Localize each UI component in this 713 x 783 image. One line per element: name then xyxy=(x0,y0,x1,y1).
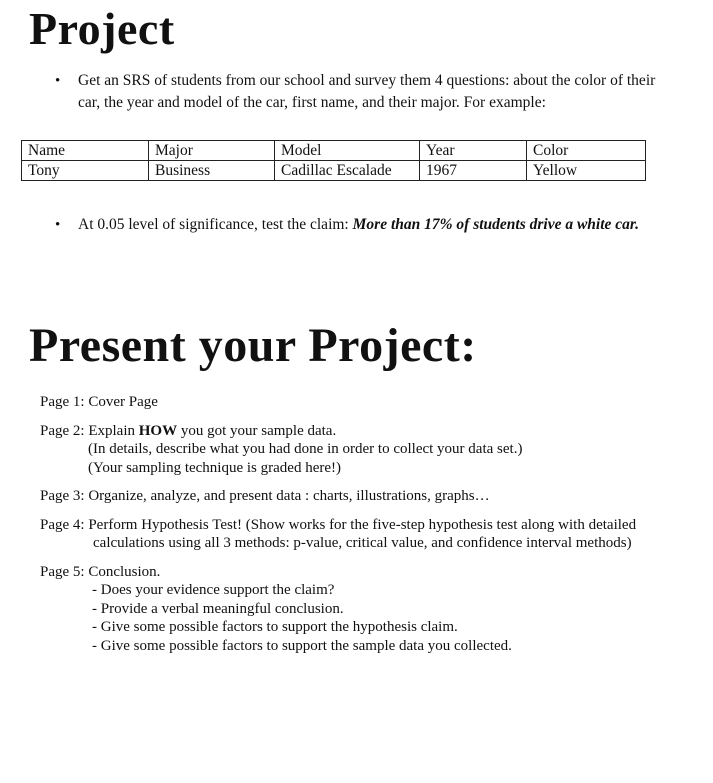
list-item: - Does your evidence support the claim? xyxy=(92,582,335,598)
page-item-2-emphasis: HOW xyxy=(138,422,178,439)
table-header-cell: Year xyxy=(420,141,527,161)
page-title: Project xyxy=(29,3,175,54)
bullet-survey xyxy=(55,70,678,114)
table-row xyxy=(22,161,646,181)
table-cell: Yellow xyxy=(527,161,646,181)
page-item-4-line1: Page 4: Perform Hypothesis Test! (Show works for the five-step hypothesis test along with detailed xyxy=(40,516,637,533)
page-item-2-detail: (In details, describe what you had done in order to collect your data set.) xyxy=(88,441,523,457)
page-item-3-text: Page 3: Organize, analyze, and present data : charts, illustrations, graphs… xyxy=(40,488,490,504)
table-header-row xyxy=(22,141,646,161)
bullet-claim-statement: More than 17% of students drive a white car. xyxy=(352,216,639,233)
page-item-3 xyxy=(40,487,690,506)
page-item-1 xyxy=(40,393,690,412)
table-cell: 1967 xyxy=(420,161,527,181)
section-title: Present your Project: xyxy=(29,319,477,372)
page-item-2-prefix: Page 2: Explain xyxy=(40,422,139,439)
bullet-survey-text: Get an SRS of students from our school and survey them 4 questions: about the color of their car, the year and model of the car, first name, and their major. For example: xyxy=(78,72,656,111)
page-item-4-line2: calculations using all 3 methods: p-value, critical value, and confidence interval methods) xyxy=(93,535,632,551)
page-item-2-line xyxy=(40,422,690,441)
page-list xyxy=(40,393,690,665)
bullet-dot-icon: • xyxy=(55,217,61,233)
table-header-cell: Model xyxy=(275,141,420,161)
page-item-2 xyxy=(40,422,690,478)
page-item-2-suffix: you got your sample data. xyxy=(177,422,337,439)
table-header-cell: Major xyxy=(149,141,275,161)
page-item-5 xyxy=(40,563,690,656)
bullet-claim xyxy=(55,214,678,236)
table-cell: Tony xyxy=(22,161,149,181)
table-header-cell: Color xyxy=(527,141,646,161)
page-item-1-text: Page 1: Cover Page xyxy=(40,394,158,410)
page-item-5-text: Page 5: Conclusion. xyxy=(40,563,161,580)
example-table xyxy=(21,140,646,181)
table-cell: Cadillac Escalade xyxy=(275,161,420,181)
table-cell: Business xyxy=(149,161,275,181)
list-item: - Give some possible factors to support the hypothesis claim. xyxy=(92,619,458,635)
list-item: - Provide a verbal meaningful conclusion. xyxy=(92,600,344,617)
page-item-2-note: (Your sampling technique is graded here!) xyxy=(88,459,341,476)
bullet-dot-icon: • xyxy=(55,73,61,89)
table-header-cell: Name xyxy=(22,141,149,161)
list-item: - Give some possible factors to support the sample data you collected. xyxy=(92,637,512,654)
bullet-claim-prefix: At 0.05 level of significance, test the claim: xyxy=(78,216,353,233)
page-item-4 xyxy=(40,516,690,553)
